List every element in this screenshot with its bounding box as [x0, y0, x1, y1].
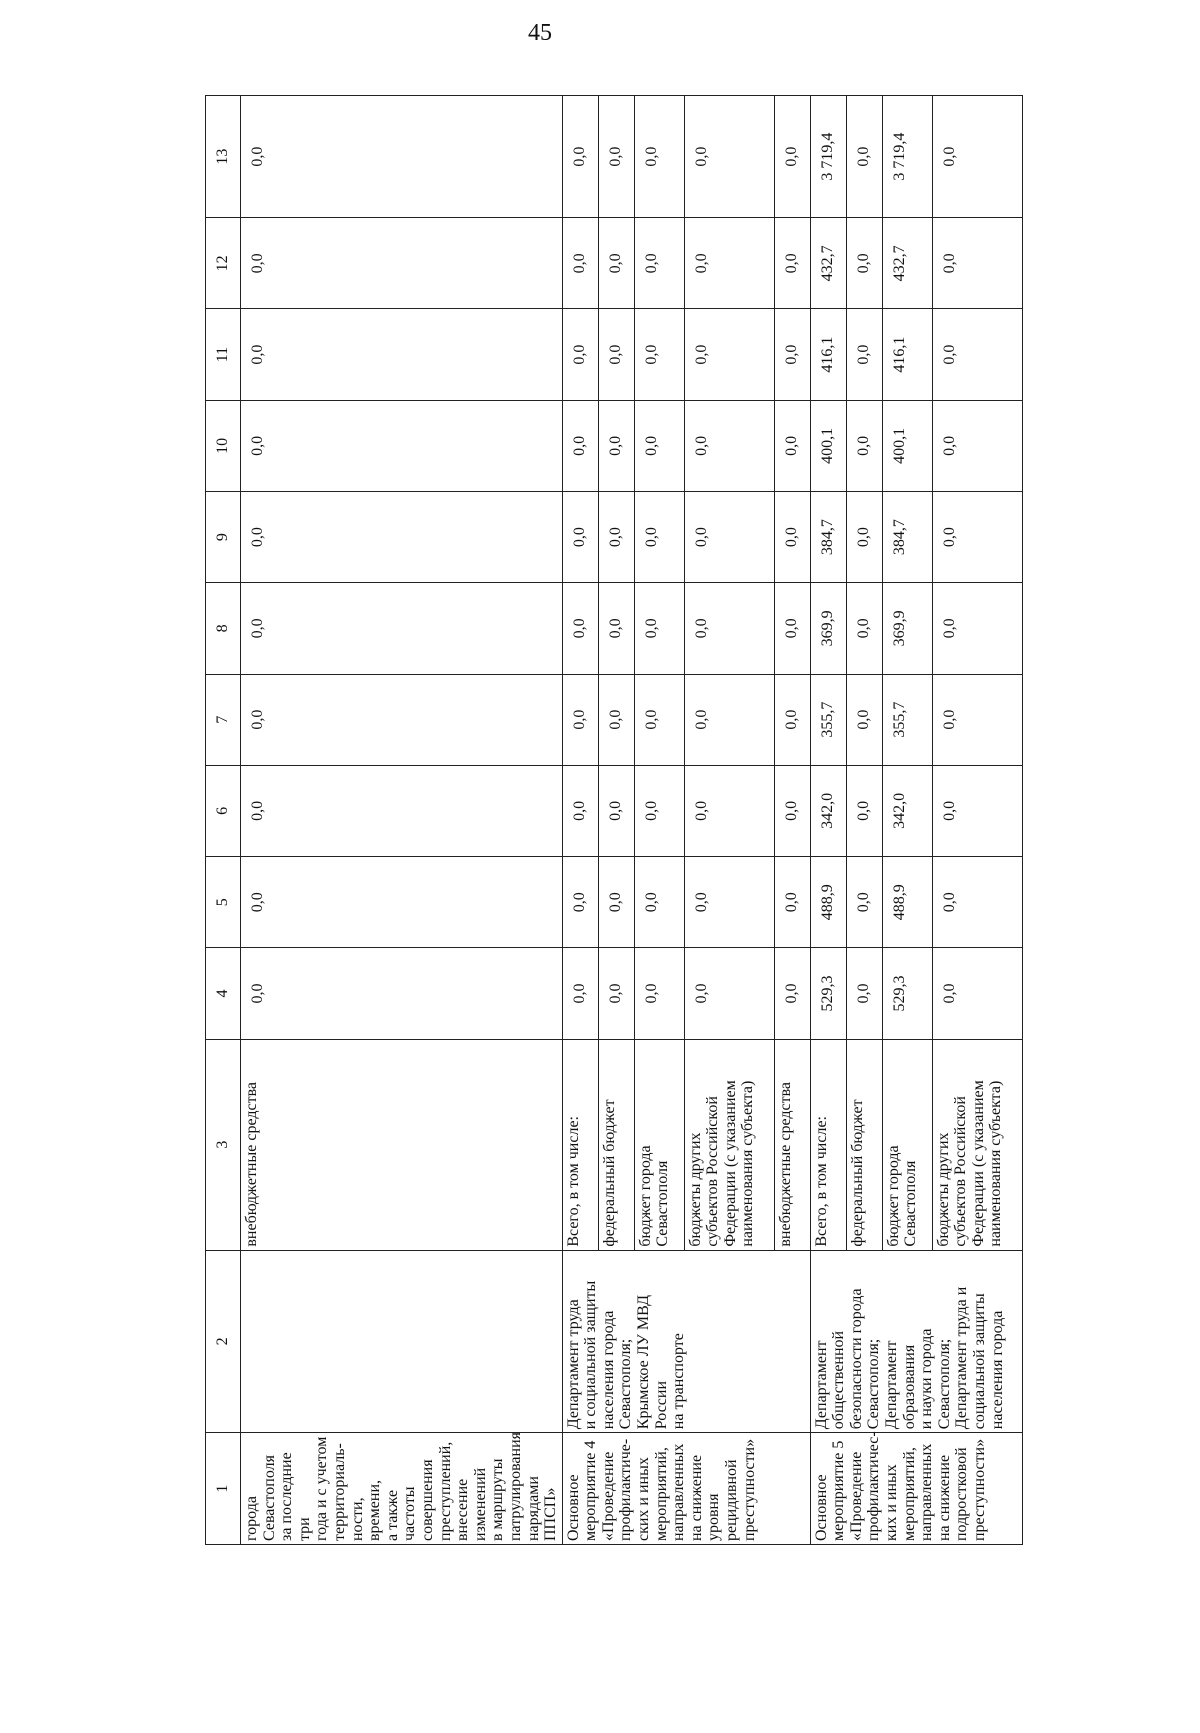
page-number: 45	[528, 20, 552, 46]
rotated-table-container	[205, 95, 1095, 1545]
value-cell: 384,7	[882, 491, 932, 582]
value-cell: 0,0	[932, 583, 1022, 674]
header-cell: 5	[206, 857, 241, 948]
value-cell: 488,9	[810, 857, 846, 948]
value-cell: 0,0	[241, 583, 563, 674]
header-cell: 7	[206, 674, 241, 765]
value-cell: 0,0	[774, 218, 810, 309]
value-cell: 0,0	[932, 491, 1022, 582]
table-row	[810, 96, 846, 1545]
header-cell: 3	[206, 1039, 241, 1250]
value-cell: 0,0	[562, 674, 598, 765]
value-cell: 0,0	[932, 96, 1022, 218]
value-cell: 0,0	[932, 400, 1022, 491]
value-cell: 0,0	[598, 491, 634, 582]
header-cell: 12	[206, 218, 241, 309]
value-cell: 0,0	[562, 96, 598, 218]
value-cell: 0,0	[634, 96, 684, 218]
value-cell: 0,0	[598, 309, 634, 400]
value-cell: 0,0	[634, 857, 684, 948]
value-cell: 400,1	[810, 400, 846, 491]
table-row	[562, 96, 598, 1545]
activity-description: города Севастополя за последние три года и с учетом территориаль- ности, времени, а также частоты совершения преступлений, внесение изменений в маршруты патрулирования нарядами ППСП»	[241, 1433, 563, 1545]
value-cell: 0,0	[241, 491, 563, 582]
value-cell: 0,0	[932, 948, 1022, 1039]
value-cell: 0,0	[562, 857, 598, 948]
funding-source: внебюджетные средства	[774, 1039, 810, 1250]
value-cell: 0,0	[684, 857, 774, 948]
funding-source: Всего, в том числе:	[810, 1039, 846, 1250]
value-cell: 529,3	[882, 948, 932, 1039]
value-cell: 0,0	[598, 218, 634, 309]
funding-source: бюджет города Севастополя	[634, 1039, 684, 1250]
value-cell: 0,0	[241, 218, 563, 309]
value-cell: 0,0	[774, 857, 810, 948]
value-cell: 0,0	[634, 491, 684, 582]
value-cell: 0,0	[241, 674, 563, 765]
value-cell: 0,0	[634, 583, 684, 674]
header-cell: 4	[206, 948, 241, 1039]
value-cell: 0,0	[562, 400, 598, 491]
activity-description: Основное мероприятие 4 «Проведение профилактиче- ских и иных мероприятий, направленных на снижение уровня рецидивной преступности»	[562, 1433, 810, 1545]
value-cell: 0,0	[562, 218, 598, 309]
value-cell: 3 719,4	[882, 96, 932, 218]
value-cell: 0,0	[684, 583, 774, 674]
header-cell: 8	[206, 583, 241, 674]
value-cell: 0,0	[932, 765, 1022, 856]
value-cell: 369,9	[810, 583, 846, 674]
value-cell: 0,0	[846, 400, 882, 491]
value-cell: 0,0	[241, 948, 563, 1039]
funding-source: бюджет города Севастополя	[882, 1039, 932, 1250]
value-cell: 0,0	[241, 765, 563, 856]
value-cell: 0,0	[562, 583, 598, 674]
header-cell: 1	[206, 1433, 241, 1545]
funding-source: федеральный бюджет	[598, 1039, 634, 1250]
value-cell: 0,0	[562, 309, 598, 400]
value-cell: 432,7	[810, 218, 846, 309]
value-cell: 0,0	[932, 309, 1022, 400]
funding-source: Всего, в том числе:	[562, 1039, 598, 1250]
value-cell: 0,0	[846, 309, 882, 400]
value-cell: 0,0	[634, 218, 684, 309]
value-cell: 0,0	[684, 218, 774, 309]
value-cell: 0,0	[241, 857, 563, 948]
value-cell: 0,0	[598, 583, 634, 674]
value-cell: 0,0	[684, 674, 774, 765]
value-cell: 342,0	[882, 765, 932, 856]
value-cell: 0,0	[774, 491, 810, 582]
value-cell: 0,0	[846, 218, 882, 309]
value-cell: 0,0	[598, 948, 634, 1039]
value-cell: 0,0	[932, 857, 1022, 948]
funding-source: федеральный бюджет	[846, 1039, 882, 1250]
value-cell: 0,0	[598, 674, 634, 765]
table-row	[241, 96, 563, 1545]
value-cell: 0,0	[562, 765, 598, 856]
value-cell: 342,0	[810, 765, 846, 856]
value-cell: 0,0	[598, 400, 634, 491]
value-cell: 0,0	[846, 765, 882, 856]
value-cell: 0,0	[846, 857, 882, 948]
value-cell: 400,1	[882, 400, 932, 491]
value-cell: 0,0	[241, 96, 563, 218]
header-cell: 6	[206, 765, 241, 856]
value-cell: 0,0	[598, 765, 634, 856]
value-cell: 0,0	[598, 96, 634, 218]
value-cell: 0,0	[774, 96, 810, 218]
value-cell: 0,0	[684, 309, 774, 400]
value-cell: 384,7	[810, 491, 846, 582]
value-cell: 355,7	[810, 674, 846, 765]
value-cell: 0,0	[684, 400, 774, 491]
value-cell: 0,0	[562, 948, 598, 1039]
value-cell: 416,1	[810, 309, 846, 400]
header-cell: 9	[206, 491, 241, 582]
header-cell: 11	[206, 309, 241, 400]
responsible-executor: Департамент общественной безопасности города Севастополя; Департамент образования и науки города Севастополя; Департамент труда и социальной защиты населения города	[810, 1250, 1022, 1433]
program-funding-table	[205, 95, 1023, 1545]
value-cell: 0,0	[774, 583, 810, 674]
value-cell: 0,0	[634, 948, 684, 1039]
value-cell: 0,0	[774, 309, 810, 400]
value-cell: 0,0	[774, 674, 810, 765]
value-cell: 0,0	[241, 309, 563, 400]
value-cell: 0,0	[932, 218, 1022, 309]
value-cell: 0,0	[684, 948, 774, 1039]
value-cell: 0,0	[598, 857, 634, 948]
value-cell: 0,0	[774, 765, 810, 856]
value-cell: 432,7	[882, 218, 932, 309]
responsible-executor: Департамент труда и социальной защиты населения города Севастополя; Крымское ЛУ МВД России на транспорте	[562, 1250, 810, 1433]
value-cell: 369,9	[882, 583, 932, 674]
value-cell: 355,7	[882, 674, 932, 765]
responsible-executor	[241, 1250, 563, 1433]
funding-source: внебюджетные средства	[241, 1039, 563, 1250]
header-cell: 10	[206, 400, 241, 491]
header-cell: 2	[206, 1250, 241, 1433]
value-cell: 0,0	[634, 765, 684, 856]
value-cell: 0,0	[774, 948, 810, 1039]
value-cell: 0,0	[846, 674, 882, 765]
value-cell: 0,0	[634, 400, 684, 491]
value-cell: 0,0	[846, 948, 882, 1039]
value-cell: 0,0	[634, 309, 684, 400]
value-cell: 0,0	[684, 765, 774, 856]
value-cell: 488,9	[882, 857, 932, 948]
value-cell: 0,0	[846, 583, 882, 674]
value-cell: 0,0	[684, 96, 774, 218]
value-cell: 0,0	[634, 674, 684, 765]
value-cell: 0,0	[774, 400, 810, 491]
value-cell: 529,3	[810, 948, 846, 1039]
funding-source: бюджеты других субъектов Российской Федерации (с указанием наименования субъекта)	[684, 1039, 774, 1250]
value-cell: 0,0	[684, 491, 774, 582]
value-cell: 0,0	[846, 96, 882, 218]
header-cell: 13	[206, 96, 241, 218]
value-cell: 0,0	[932, 674, 1022, 765]
value-cell: 0,0	[846, 491, 882, 582]
value-cell: 416,1	[882, 309, 932, 400]
value-cell: 0,0	[241, 400, 563, 491]
header-row	[206, 96, 241, 1545]
funding-source: бюджеты других субъектов Российской Федерации (с указанием наименования субъекта)	[932, 1039, 1022, 1250]
activity-description: Основное мероприятие 5 «Проведение профилактичес- ких и иных мероприятий, направленных на снижение подростковой преступности»	[810, 1433, 1022, 1545]
value-cell: 3 719,4	[810, 96, 846, 218]
value-cell: 0,0	[562, 491, 598, 582]
